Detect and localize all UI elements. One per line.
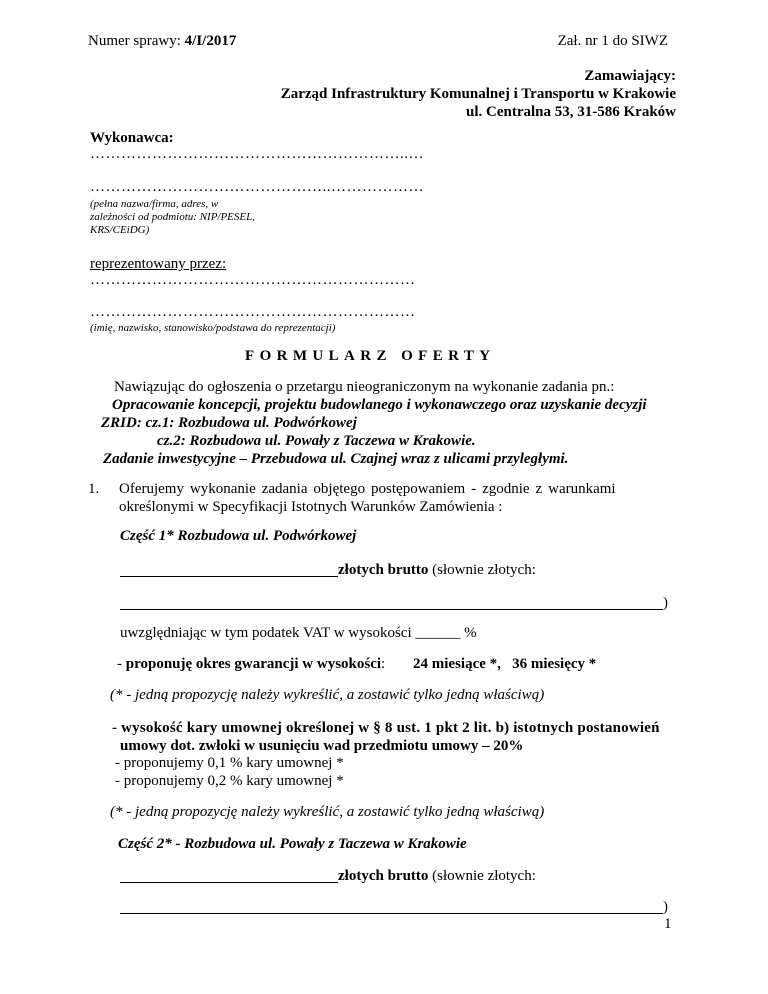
- part-1-words-field[interactable]: [120, 609, 663, 610]
- intro-text: Nawiązując do ogłoszenia o przetargu nieograniczonym na wykonanie zadania pn.:: [114, 379, 615, 395]
- part-2-words-label: (słownie złotych:: [428, 868, 536, 884]
- part-1-close-paren: ): [663, 595, 668, 611]
- part-1-warranty-line: [117, 656, 385, 673]
- representative-hint: (imię, nazwisko, stanowisko/podstawa do reprezentacji): [90, 322, 336, 334]
- warranty-options[interactable]: 24 miesiące *, 36 miesięcy *: [413, 656, 597, 672]
- contractor-label: Wykonawca:: [90, 130, 174, 146]
- part-1-gross-label: złotych brutto: [338, 562, 429, 578]
- part-2-amount-field[interactable]: [120, 882, 338, 883]
- penalty-line-1: - wysokość kary umownej określonej w § 8 ust. 1 pkt 2 lit. b) istotnych postanowień: [112, 720, 660, 736]
- part-2-title: Część 2* - Rozbudowa ul. Powały z Taczewa w Krakowie: [118, 836, 467, 852]
- represented-by-label: reprezentowany przez:: [90, 256, 227, 272]
- project-title-line-2: ZRID: cz.1: Rozbudowa ul. Podwórkowej: [101, 415, 357, 431]
- part-2-gross-label: złotych brutto: [338, 868, 429, 884]
- part-1-vat-text: uwzględniając w tym podatek VAT w wysokości ______ %: [120, 625, 477, 641]
- form-title: FORMULARZ OFERTY: [245, 348, 496, 364]
- part-1-words-label: (słownie złotych:: [428, 562, 536, 578]
- part-2-gross-line: [338, 868, 536, 885]
- case-number-label: Numer sprawy:: [88, 33, 185, 49]
- attachment-label: Zał. nr 1 do SIWZ: [557, 33, 668, 49]
- contractor-hint-1: (pełna nazwa/firma, adres, w: [90, 198, 219, 210]
- part-1-strike-note-1: (* - jedną propozycję należy wykreślić, a zostawić tylko jedną właściwą): [110, 687, 545, 703]
- warranty-colon: :: [381, 656, 386, 672]
- contractor-hint-2: zależności od podmiotu: NIP/PESEL,: [90, 211, 255, 223]
- warranty-label: proponuję okres gwarancji w wysokości: [125, 656, 382, 672]
- project-title-line-4: Zadanie inwestycyjne – Przebudowa ul. Czajnej wraz z ulicami przyległymi.: [103, 451, 569, 467]
- contracting-authority-address: ul. Centralna 53, 31-586 Kraków: [466, 104, 676, 120]
- point-1-line-2: określonymi w Specyfikacji Istotnych Warunków Zamówienia :: [119, 499, 503, 515]
- penalty-option-2[interactable]: - proponujemy 0,2 % kary umownej *: [115, 773, 344, 789]
- part-2-close-paren: ): [663, 899, 668, 915]
- part-1-amount-field[interactable]: [120, 576, 338, 577]
- contractor-hint-3: KRS/CEiDG): [90, 224, 150, 236]
- point-1-number: 1.: [88, 481, 100, 497]
- penalty-option-1[interactable]: - proponujemy 0,1 % kary umownej *: [115, 755, 344, 771]
- point-1-line-1: Oferujemy wykonanie zadania objętego postępowaniem - zgodnie z warunkami: [119, 481, 616, 497]
- representative-dots-1: ………………………………………………………: [90, 272, 416, 288]
- contracting-authority-label: Zamawiający:: [584, 68, 676, 84]
- contractor-dots-1: ……………………………………………………..…: [90, 146, 424, 162]
- contractor-dots-2: ………………………………………..………………: [90, 179, 424, 195]
- warranty-dash: -: [117, 656, 126, 672]
- case-number-line: [88, 33, 236, 50]
- part-1-gross-line: [338, 562, 536, 579]
- project-title-line-3: cz.2: Rozbudowa ul. Powały z Taczewa w Krakowie.: [157, 433, 476, 449]
- representative-dots-2: ………………………………………………………: [90, 304, 416, 320]
- part-1-title: Część 1* Rozbudowa ul. Podwórkowej: [120, 528, 357, 544]
- penalty-line-2: umowy dot. zwłoki w usunięciu wad przedmiotu umowy – 20%: [120, 738, 524, 754]
- case-number-value: 4/I/2017: [184, 33, 237, 49]
- contracting-authority-name: Zarząd Infrastruktury Komunalnej i Transportu w Krakowie: [280, 86, 676, 102]
- part-1-strike-note-2: (* - jedną propozycję należy wykreślić, a zostawić tylko jedną właściwą): [110, 804, 545, 820]
- project-title-line-1: Opracowanie koncepcji, projektu budowlanego i wykonawczego oraz uzyskanie decyzji: [112, 397, 647, 413]
- part-2-words-field[interactable]: [120, 913, 663, 914]
- page-number: 1: [664, 916, 672, 932]
